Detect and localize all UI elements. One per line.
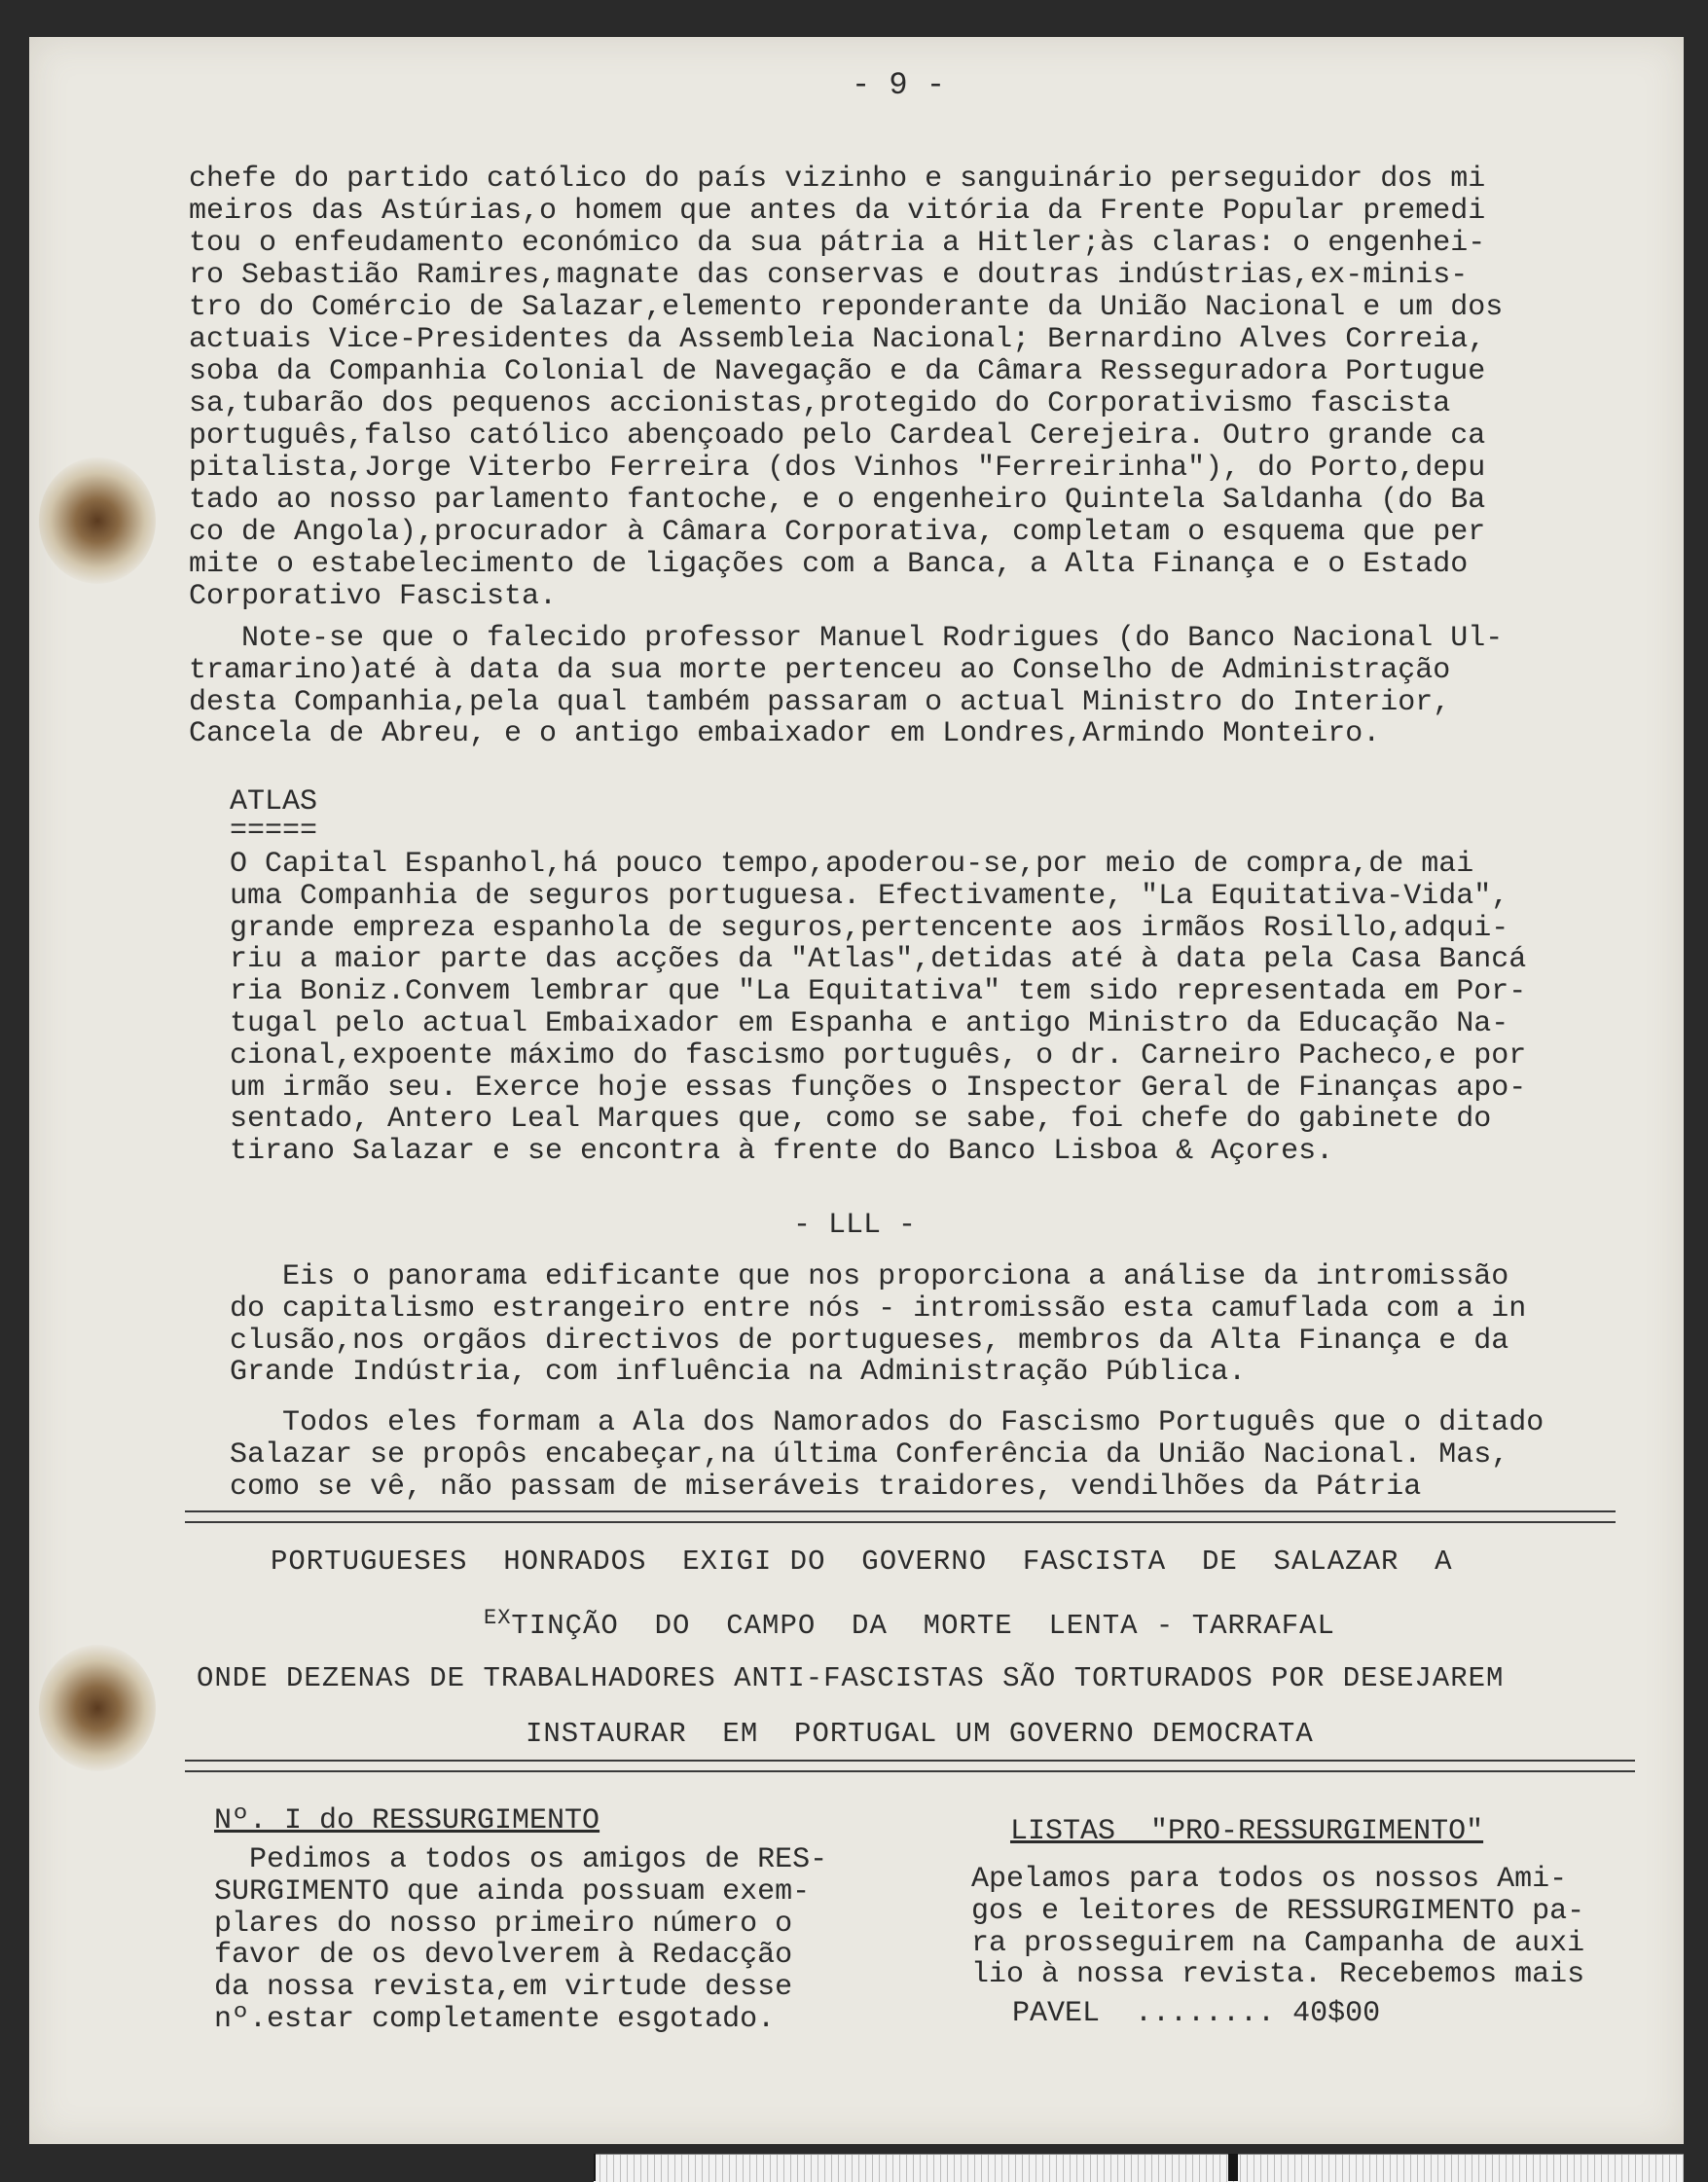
text-line: favor de os devolverem à Redacção — [214, 1939, 793, 1973]
text-line: do capitalismo estrangeiro entre nós - intromissão esta camuflada com a in — [230, 1291, 1527, 1326]
pavel-entry — [1012, 1998, 1380, 2030]
text-line: ro Sebastião Ramires,magnate das conservas e doutras indústrias,ex-minis- — [189, 259, 1469, 292]
text-line: actuais Vice-Presidentes da Assembleia Nacional; Bernardino Alves Correia, — [189, 323, 1486, 356]
text-line: clusão,nos orgãos directivos de portugueses, membros da Alta Finança e da — [230, 1324, 1509, 1358]
text-line: Eis o panorama edificante que nos proporciona a análise da intromissão — [230, 1260, 1509, 1293]
text-line: chefe do partido católico do país vizinho e sanguinário perseguidor dos mi — [189, 163, 1486, 196]
text-line: tirano Salazar e se encontra à frente do Banco Lisboa & Açores. — [230, 1135, 1334, 1169]
scale-block-left — [594, 2154, 596, 2181]
entry-dots: ........ — [1135, 1997, 1276, 2030]
text-line: Apelamos para todos os nossos Ami- — [971, 1863, 1568, 1896]
text-line: tou o enfeudamento económico da sua pátria a Hitler;às claras: o engenhei- — [189, 227, 1486, 260]
text-line: mite o estabelecimento de ligações com a Banca, a Alta Finança e o Estado — [189, 548, 1469, 581]
text-line: lio à nossa revista. Recebemos mais — [971, 1958, 1585, 1992]
text-line: Cancela de Abreu, e o antigo embaixador em Londres,Armindo Monteiro. — [189, 717, 1381, 751]
text-line: grande empreza espanhola de seguros,pertencente aos irmãos Rosillo,adqui- — [230, 911, 1509, 945]
banner-line-2-text: TINÇÃO DO CAMPO DA MORTE LENTA - TARRAFAL — [511, 1610, 1335, 1642]
atlas-heading-underline: ===== — [230, 815, 318, 848]
banner-line-2 — [484, 1606, 1335, 1642]
text-line: Salazar se propôs encabeçar,na última Conferência da União Nacional. Mas, — [230, 1437, 1509, 1472]
scale-bar — [594, 2154, 1684, 2182]
entry-value: 40$00 — [1292, 1997, 1381, 2030]
text-line: co de Angola),procurador à Câmara Corporativa, completam o esquema que per — [189, 516, 1486, 549]
left-column-heading: Nº. I do RESSURGIMENTO — [214, 1804, 600, 1837]
text-line: da nossa revista,em virtude desse — [214, 1971, 793, 2005]
text-line: pitalista,Jorge Viterbo Ferreira (dos Vinhos "Ferreirinha"), do Porto,depu — [189, 452, 1486, 485]
text-line: Todos eles formam a Ala dos Namorados do Fascismo Português que o ditado — [230, 1406, 1544, 1439]
section-separator: - LLL - — [793, 1209, 917, 1242]
scale-block-right — [1228, 2154, 1238, 2181]
burn-mark-bottom — [39, 1645, 156, 1771]
text-line: desta Companhia,pela qual também passaram o actual Ministro do Interior, — [189, 685, 1451, 719]
banner-rule-top — [185, 1510, 1616, 1523]
text-line: tramarino)até à data da sua morte pertenceu ao Conselho de Administração — [189, 653, 1451, 687]
text-line: tro do Comércio de Salazar,elemento reponderante da União Nacional e um dos — [189, 291, 1504, 324]
banner-rule-bottom — [185, 1760, 1635, 1772]
text-line: ra prosseguirem na Campanha de auxi — [971, 1926, 1585, 1960]
text-line: Grande Indústria, com influência na Administração Pública. — [230, 1356, 1247, 1390]
page-number: - 9 - — [852, 67, 946, 103]
right-column-heading: LISTAS "PRO-RESSURGIMENTO" — [1010, 1815, 1484, 1848]
text-line: riu a maior parte das acções da "Atlas",detidas até à data pela Casa Bancá — [230, 943, 1527, 977]
text-line: SURGIMENTO que ainda possuam exem- — [214, 1874, 811, 1909]
text-line: plares do nosso primeiro número o — [214, 1907, 793, 1941]
text-line: tado ao nosso parlamento fantoche, e o engenheiro Quintela Saldanha (do Ba — [189, 484, 1486, 517]
text-line: ria Boniz.Convem lembrar que "La Equitativa" tem sido representada em Por- — [230, 975, 1527, 1009]
text-line: nº.estar completamente esgotado. — [214, 2003, 776, 2036]
text-line: um irmão seu. Exerce hoje essas funções o Inspector Geral de Finanças apo- — [230, 1071, 1527, 1105]
text-line: gos e leitores de RESSURGIMENTO pa- — [971, 1894, 1585, 1928]
atlas-heading: ATLAS — [230, 785, 318, 818]
text-line: soba da Companhia Colonial de Navegação e da Câmara Resseguradora Portugue — [189, 355, 1486, 388]
text-line: Pedimos a todos os amigos de RES- — [214, 1843, 828, 1876]
burn-mark-top — [39, 457, 156, 584]
text-line: O Capital Espanhol,há pouco tempo,apoderou-se,por meio de compra,de mai — [230, 848, 1474, 881]
text-line: sa,tubarão dos pequenos accionistas,protegido do Corporativismo fascista — [189, 387, 1451, 420]
entry-name: PAVEL — [1012, 1997, 1101, 2030]
banner-superscript: EX — [484, 1606, 512, 1630]
text-line: como se vê, não passam de miseráveis traidores, vendilhões da Pátria — [230, 1470, 1422, 1504]
text-line: tugal pelo actual Embaixador em Espanha e antigo Ministro da Educação Na- — [230, 1007, 1509, 1040]
text-line: português,falso católico abençoado pelo Cardeal Cerejeira. Outro grande ca — [189, 419, 1486, 453]
text-line: uma Companhia de seguros portuguesa. Efectivamente, "La Equitativa-Vida", — [230, 879, 1509, 913]
banner-line-1: PORTUGUESES HONRADOS EXIGI DO GOVERNO FASCISTA DE SALAZAR A — [271, 1546, 1453, 1578]
banner-line-3: ONDE DEZENAS DE TRABALHADORES ANTI-FASCISTAS SÃO TORTURADOS POR DESEJAREM — [197, 1662, 1505, 1694]
text-line: Corporativo Fascista. — [189, 580, 558, 613]
banner-line-4: INSTAURAR EM PORTUGAL UM GOVERNO DEMOCRATA — [526, 1718, 1314, 1750]
text-line: meiros das Astúrias,o homem que antes da vitória da Frente Popular premedi — [189, 195, 1486, 228]
text-line: cional,expoente máximo do fascismo português, o dr. Carneiro Pacheco,e por — [230, 1038, 1527, 1073]
text-line: Note-se que o falecido professor Manuel Rodrigues (do Banco Nacional Ul- — [189, 622, 1504, 655]
text-line: sentado, Antero Leal Marques que, como se sabe, foi chefe do gabinete do — [230, 1103, 1492, 1137]
